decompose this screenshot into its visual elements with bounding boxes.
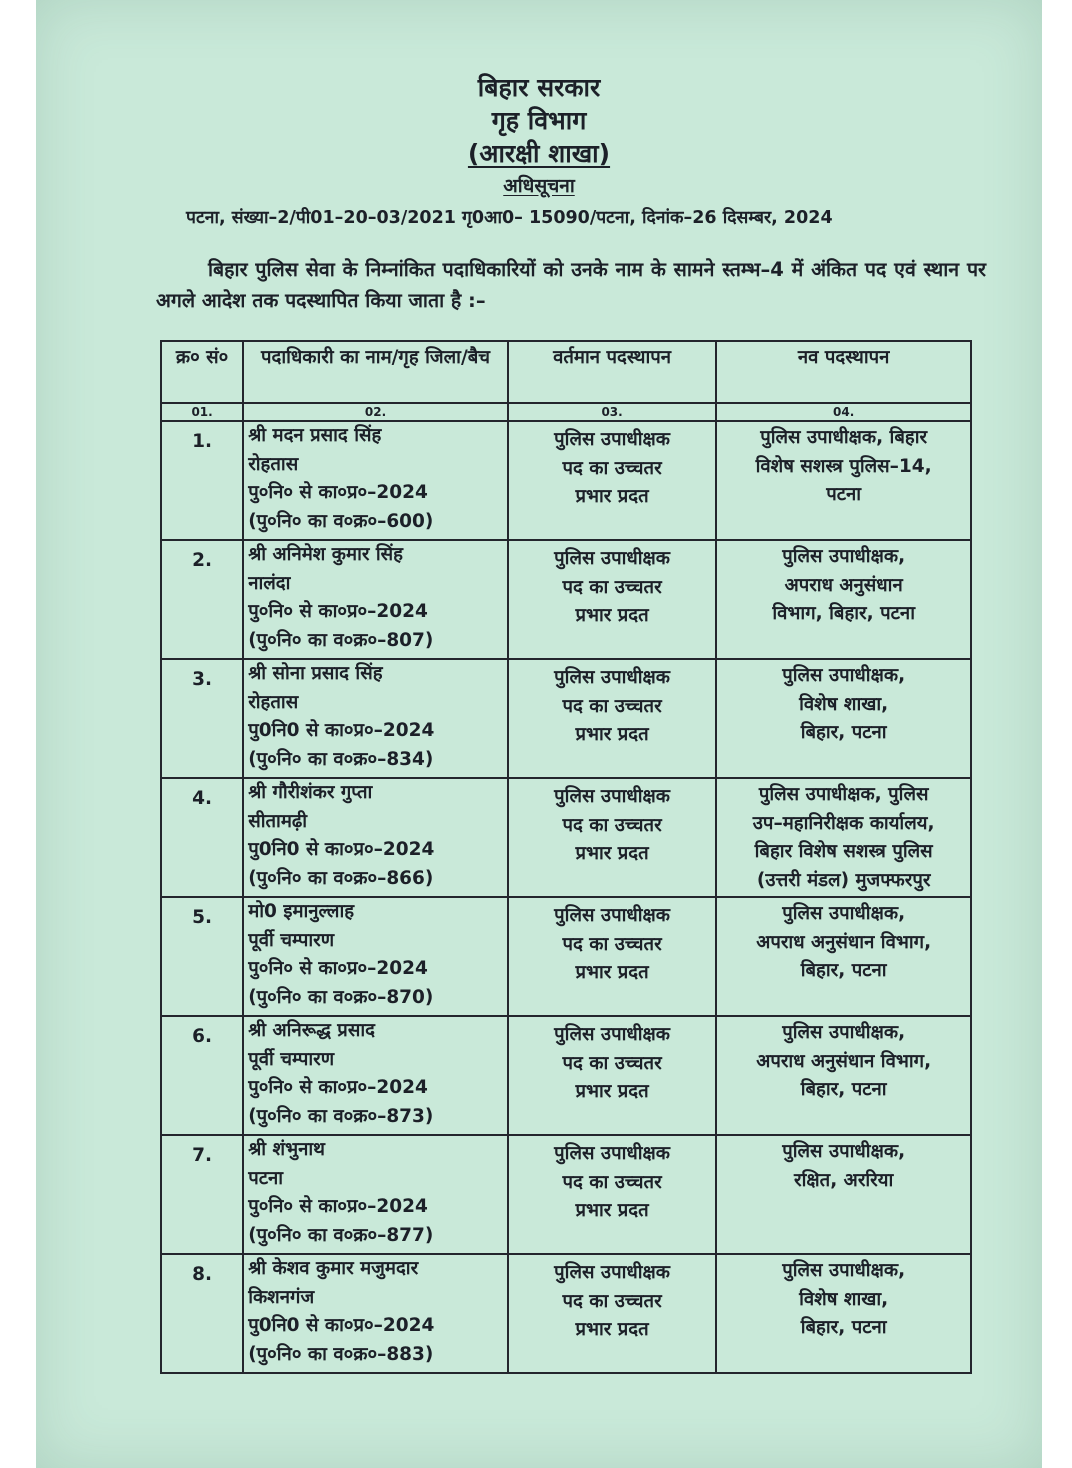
new-posting-line: बिहार, पटना [800,1317,887,1338]
officer-line: रोहतास [248,691,299,713]
new-posting [716,421,971,540]
new-posting-line: पुलिस उपाधीक्षक, [782,903,906,924]
new-posting-line: पुलिस उपाधीक्षक, बिहार [760,427,928,448]
officer-details [243,1254,508,1373]
new-posting-line: पुलिस उपाधीक्षक, [782,546,906,567]
current-posting [508,778,717,897]
officer-line: पटना [248,1167,284,1189]
serial-number: 6. [161,1016,243,1135]
header-serial: क्र० सं० [161,341,243,403]
new-posting-line: विभाग, बिहार, पटना [772,603,915,624]
officer-line: श्री शंभुनाथ [248,1139,325,1160]
new-posting [716,1016,971,1135]
officer-line: (पु०नि० का व०क्र०–834) [248,748,434,770]
col-number: 01. [161,403,243,421]
officer-line: (पु०नि० का व०क्र०–600) [248,510,434,532]
new-posting [716,1254,971,1373]
reference-line: पटना, संख्या–2/पी01–20–03/2021 गृ0आ0– 15090/पटना, दिनांक–26 दिसम्बर, 2024 [186,208,833,228]
officer-line: पु0नि0 से का०प्र०–2024 [248,1315,435,1336]
table-row [161,778,971,897]
officer-line: श्री मदन प्रसाद सिंह [248,425,382,446]
new-posting-line: रक्षित, अररिया [794,1169,894,1191]
current-posting-line: प्रभार प्रदत [575,843,649,864]
new-posting-line: पटना [826,484,862,505]
current-posting-line: पद का उच्चतर [562,814,662,836]
new-posting-line: विशेष शाखा, [799,693,889,715]
current-posting [508,1254,717,1373]
current-posting-line: पद का उच्चतर [562,1290,662,1312]
posting-table [160,340,972,1374]
table-row [161,1135,971,1254]
current-posting-line: प्रभार प्रदत [575,962,649,983]
branch-title: (आरक्षी शाखा) [467,139,611,168]
current-posting [508,897,717,1016]
officer-line: श्री केशव कुमार मजुमदार [248,1258,419,1279]
table-header-row [161,341,971,403]
table-row [161,1016,971,1135]
serial-number: 4. [161,778,243,897]
table-row [161,659,971,778]
new-posting-line: बिहार, पटना [800,722,887,743]
officer-details [243,1135,508,1254]
new-posting-line: पुलिस उपाधीक्षक, [782,1022,906,1043]
officer-details [243,778,508,897]
serial-number: 8. [161,1254,243,1373]
new-posting-line: बिहार, पटना [800,1079,887,1100]
serial-number: 2. [161,540,243,659]
current-posting [508,1016,717,1135]
new-posting-line: अपराध अनुसंधान विभाग, [756,931,932,953]
officer-line: (पु०नि० का व०क्र०–870) [248,986,434,1008]
current-posting-line: पुलिस उपाधीक्षक [554,1024,671,1045]
officer-line: श्री सोना प्रसाद सिंह [248,663,383,684]
new-posting [716,897,971,1016]
current-posting-line: पुलिस उपाधीक्षक [554,1262,671,1283]
current-posting-line: पद का उच्चतर [562,1052,662,1074]
current-posting-line: प्रभार प्रदत [575,1319,649,1340]
current-posting-line: पुलिस उपाधीक्षक [554,548,671,569]
new-posting-line: विशेष शाखा, [799,1288,889,1310]
officer-line: पु०नि० से का०प्र०–2024 [248,1077,428,1098]
intro-paragraph: बिहार पुलिस सेवा के निम्नांकित पदाधिकारियों को उनके नाम के सामने स्तम्भ–4 में अंकित पद एवं स्थान पर अगले आदेश तक पदस्थापित किया जाता है :– [156,258,986,312]
new-posting-line: अपराध अनुसंधान विभाग, [756,1050,932,1072]
current-posting-line: प्रभार प्रदत [575,605,649,626]
officer-line: पु०नि० से का०प्र०–2024 [248,1196,428,1217]
officer-line: (पु०नि० का व०क्र०–866) [248,867,434,889]
new-posting-line: बिहार, पटना [800,960,887,981]
current-posting-line: पद का उच्चतर [562,576,662,598]
officer-line: सीतामढ़ी [248,810,308,832]
officer-details [243,540,508,659]
serial-number: 5. [161,897,243,1016]
officer-line: पु०नि० से का०प्र०–2024 [248,482,428,503]
document-page [36,0,1042,1468]
current-posting-line: पुलिस उपाधीक्षक [554,667,671,688]
officer-details [243,421,508,540]
officer-details [243,659,508,778]
govt-title: बिहार सरकार [477,73,601,102]
current-posting-line: पद का उच्चतर [562,457,662,479]
current-posting [508,540,717,659]
current-posting [508,421,717,540]
new-posting-line: पुलिस उपाधीक्षक, पुलिस [758,784,929,805]
serial-number: 3. [161,659,243,778]
header-current-posting: वर्तमान पदस्थापन [508,341,717,403]
new-posting-line: पुलिस उपाधीक्षक, [782,1141,906,1162]
new-posting-line: विशेष सशस्त्र पुलिस–14, [755,455,932,477]
officer-line: (पु०नि० का व०क्र०–883) [248,1343,434,1365]
current-posting-line: पुलिस उपाधीक्षक [554,1143,671,1164]
officer-line: (पु०नि० का व०क्र०–807) [248,629,434,651]
officer-line: (पु०नि० का व०क्र०–877) [248,1224,434,1246]
new-posting-line: पुलिस उपाधीक्षक, [782,1260,906,1281]
current-posting-line: पुलिस उपाधीक्षक [554,429,671,450]
current-posting [508,1135,717,1254]
header-officer: पदाधिकारी का नाम/गृह जिला/बैच [243,341,508,403]
col-number: 04. [716,403,971,421]
new-posting-line: उप–महानिरीक्षक कार्यालय, [752,812,935,834]
current-posting-line: पुलिस उपाधीक्षक [554,786,671,807]
col-number: 02. [243,403,508,421]
officer-line: रोहतास [248,453,299,475]
header-new-posting: नव पदस्थापन [716,341,971,403]
column-number-row [161,403,971,421]
new-posting-line: बिहार विशेष सशस्त्र पुलिस [754,841,933,862]
officer-line: नालंदा [248,572,291,594]
officer-line: श्री अनिरूद्ध प्रसाद [248,1020,375,1041]
current-posting-line: पुलिस उपाधीक्षक [554,905,671,926]
table-row [161,1254,971,1373]
current-posting [508,659,717,778]
serial-number: 7. [161,1135,243,1254]
table-row [161,897,971,1016]
department-title: गृह विभाग [491,106,587,135]
new-posting [716,540,971,659]
officer-line: पु0नि0 से का०प्र०–2024 [248,720,435,741]
officer-line: पूर्वी चम्पारण [248,929,335,951]
current-posting-line: प्रभार प्रदत [575,1081,649,1102]
current-posting-line: पद का उच्चतर [562,933,662,955]
new-posting-line: पुलिस उपाधीक्षक, [782,665,906,686]
officer-line: (पु०नि० का व०क्र०–873) [248,1105,434,1127]
current-posting-line: प्रभार प्रदत [575,1200,649,1221]
col-number: 03. [508,403,717,421]
officer-line: पु०नि० से का०प्र०–2024 [248,601,428,622]
current-posting-line: प्रभार प्रदत [575,486,649,507]
officer-details [243,897,508,1016]
current-posting-line: पद का उच्चतर [562,695,662,717]
officer-line: श्री अनिमेश कुमार सिंह [248,544,403,565]
officer-line: पूर्वी चम्पारण [248,1048,335,1070]
officer-line: श्री गौरीशंकर गुप्ता [248,782,373,803]
notification-title: अधिसूचना [503,175,575,197]
new-posting-line: अपराध अनुसंधान [784,574,903,596]
current-posting-line: प्रभार प्रदत [575,724,649,745]
officer-line: पु०नि० से का०प्र०–2024 [248,958,428,979]
new-posting [716,778,971,897]
officer-line: पु0नि0 से का०प्र०–2024 [248,839,435,860]
current-posting-line: पद का उच्चतर [562,1171,662,1193]
new-posting [716,659,971,778]
new-posting-line: (उत्तरी मंडल) मुजफ्फरपुर [756,869,931,891]
table-row [161,540,971,659]
officer-details [243,1016,508,1135]
officer-line: किशनगंज [248,1286,315,1308]
officer-line: मो0 इमानुल्लाह [248,901,355,922]
new-posting [716,1135,971,1254]
table-row [161,421,971,540]
serial-number: 1. [161,421,243,540]
